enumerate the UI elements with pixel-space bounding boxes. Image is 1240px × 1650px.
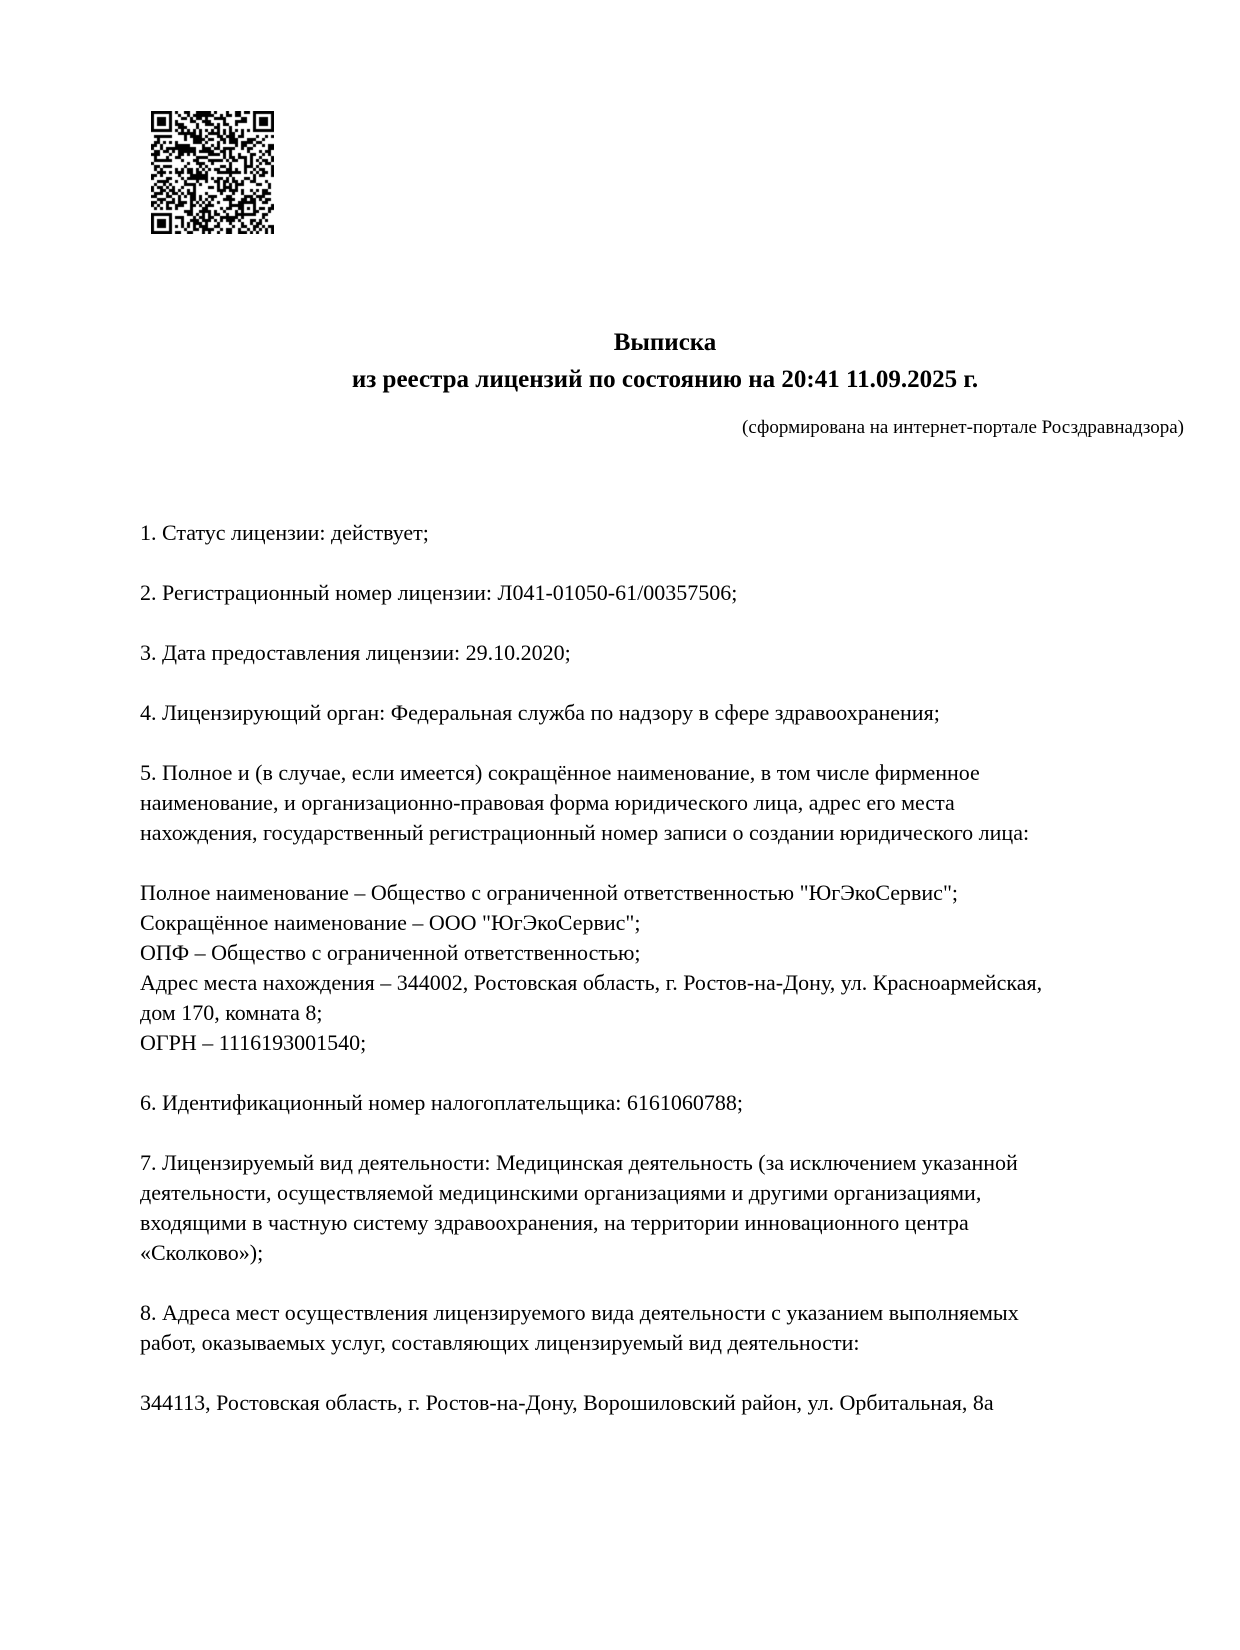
item-1-license-status: [140, 518, 1195, 548]
text-line: 1. Статус лицензии: действует;: [140, 520, 429, 545]
title-line-1: Выписка: [613, 329, 717, 356]
document-title: [140, 324, 1190, 398]
document-subtitle: (сформирована на интернет-портале Росздравнадзора): [742, 417, 1184, 438]
text-line: 344113, Ростовская область, г. Ростов-на-Дону, Ворошиловский район, ул. Орбитальная, 8а: [140, 1390, 994, 1415]
text-line: работ, оказываемых услуг, составляющих лицензируемый вид деятельности:: [140, 1330, 860, 1355]
text-line: 4. Лицензирующий орган: Федеральная служба по надзору в сфере здравоохранения;: [140, 700, 940, 725]
qr-code-icon: [151, 111, 274, 234]
text-line: 3. Дата предоставления лицензии: 29.10.2020;: [140, 640, 571, 665]
text-line: наименование, и организационно-правовая форма юридического лица, адрес его места: [140, 790, 955, 815]
text-line: 8. Адреса мест осуществления лицензируемого вида деятельности с указанием выполняемых: [140, 1300, 1019, 1325]
text-line: Адрес места нахождения – 344002, Ростовская область, г. Ростов-на-Дону, ул. Красноармейская,: [140, 970, 1043, 995]
item-8-activity-addresses-heading: [140, 1298, 1195, 1358]
document-body: [140, 518, 1195, 1448]
item-3-grant-date: [140, 638, 1195, 668]
text-line: 7. Лицензируемый вид деятельности: Медицинская деятельность (за исключением указанной: [140, 1150, 1018, 1175]
text-line: ОГРН – 1116193001540;: [140, 1030, 367, 1055]
title-line-2: из реестра лицензий по состоянию на 20:41 11.09.2025 г.: [351, 366, 979, 393]
item-5-legal-entity-heading: [140, 758, 1195, 848]
text-line: 5. Полное и (в случае, если имеется) сокращённое наименование, в том числе фирменное: [140, 760, 980, 785]
item-6-taxpayer-number: [140, 1088, 1195, 1118]
text-line: Сокращённое наименование – ООО "ЮгЭкоСервис";: [140, 910, 641, 935]
text-line: 2. Регистрационный номер лицензии: Л041-01050-61/00357506;: [140, 580, 738, 605]
item-7-licensed-activity: [140, 1148, 1195, 1268]
item-5-legal-entity-details: [140, 878, 1195, 1058]
text-line: «Сколково»);: [140, 1240, 264, 1265]
text-line: входящими в частную систему здравоохранения, на территории инновационного центра: [140, 1210, 969, 1235]
text-line: 6. Идентификационный номер налогоплательщика: 6161060788;: [140, 1090, 743, 1115]
item-2-registration-number: [140, 578, 1195, 608]
text-line: ОПФ – Общество с ограниченной ответственностью;: [140, 940, 641, 965]
item-4-licensing-authority: [140, 698, 1195, 728]
text-line: Полное наименование – Общество с ограниченной ответственностью "ЮгЭкоСервис";: [140, 880, 959, 905]
text-line: деятельности, осуществляемой медицинскими организациями и другими организациями,: [140, 1180, 982, 1205]
activity-address: [140, 1388, 1195, 1418]
text-line: дом 170, комната 8;: [140, 1000, 323, 1025]
text-line: нахождения, государственный регистрационный номер записи о создании юридического лица:: [140, 820, 1030, 845]
